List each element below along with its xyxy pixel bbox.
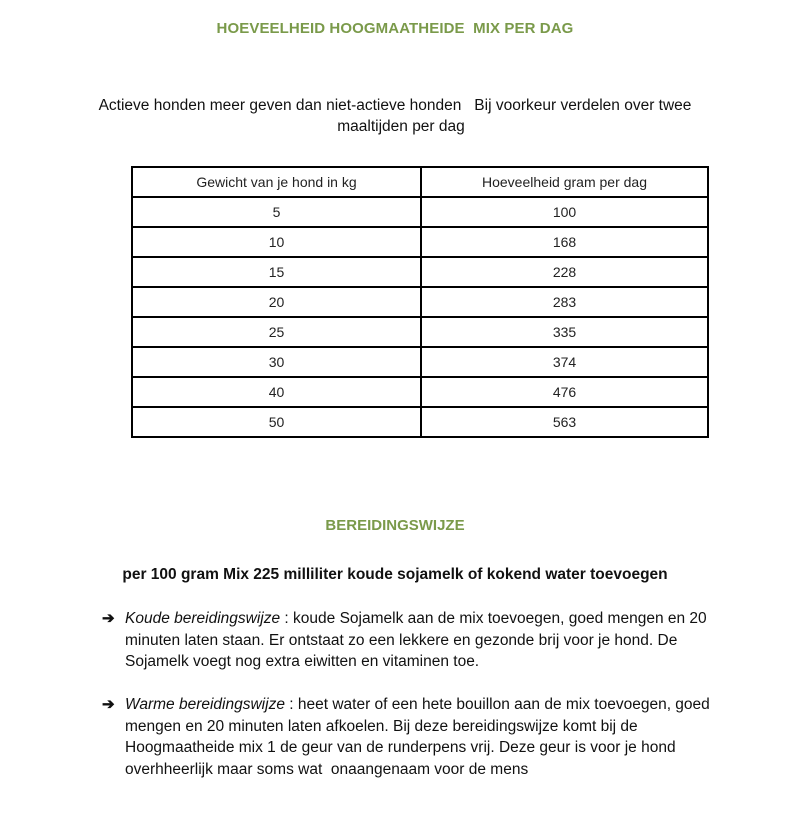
grams-cell: 335 <box>421 317 708 347</box>
section-title-preparation: BEREIDINGSWIJZE <box>325 517 465 534</box>
bullet-warm-preparation <box>102 694 722 780</box>
preparation-ratio: per 100 gram Mix 225 milliliter koude sojamelk of kokend water toevoegen <box>122 566 668 583</box>
arrow-right-icon: ➔ <box>102 696 115 713</box>
weight-cell: 15 <box>132 257 421 287</box>
table-row <box>132 407 708 437</box>
bullet-text <box>125 694 722 780</box>
bullet-body: : heet water of een hete bouillon aan de mix toevoegen, goed mengen en 20 minuten laten afkoelen. Bij deze bereidingswijze komt bij de Hoogmaatheide mix 1 de geur van de runderpens vrij. Deze geur is voor je hond overhheerlijk maar soms wat onaangenaam voor de mens <box>125 696 715 778</box>
page-title: HOEVEELHEID HOOGMAATHEIDE MIX PER DAG <box>216 20 574 37</box>
weight-cell: 40 <box>132 377 421 407</box>
table-header-row <box>132 167 708 197</box>
weight-cell: 50 <box>132 407 421 437</box>
intro-text <box>70 95 720 137</box>
grams-cell: 100 <box>421 197 708 227</box>
grams-cell: 374 <box>421 347 708 377</box>
bullet-label: Warme bereidingswijze <box>125 696 285 713</box>
column-header-weight: Gewicht van je hond in kg <box>132 167 421 197</box>
grams-cell: 476 <box>421 377 708 407</box>
grams-cell: 228 <box>421 257 708 287</box>
table-row <box>132 317 708 347</box>
intro-line-2: maaltijden per dag <box>337 118 465 135</box>
bullet-body: : koude Sojamelk aan de mix toevoegen, goed mengen en 20 minuten laten staan. Er ontstaat zo een lekkere en gezonde brij voor je hond. De Sojamelk voegt nog extra eiwitten en vitaminen toe. <box>125 610 707 670</box>
bullet-cold-preparation <box>102 608 722 673</box>
bullet-text <box>125 608 722 673</box>
column-header-grams: Hoeveelheid gram per dag <box>421 167 708 197</box>
arrow-right-icon: ➔ <box>102 610 115 627</box>
weight-cell: 30 <box>132 347 421 377</box>
table-row <box>132 347 708 377</box>
table-row <box>132 287 708 317</box>
bullet-label: Koude bereidingswijze <box>125 610 281 627</box>
table-row <box>132 377 708 407</box>
weight-cell: 5 <box>132 197 421 227</box>
table-row <box>132 227 708 257</box>
grams-cell: 283 <box>421 287 708 317</box>
weight-cell: 25 <box>132 317 421 347</box>
table-row <box>132 197 708 227</box>
dosage-table <box>131 166 709 438</box>
grams-cell: 168 <box>421 227 708 257</box>
table-row <box>132 257 708 287</box>
weight-cell: 20 <box>132 287 421 317</box>
weight-cell: 10 <box>132 227 421 257</box>
grams-cell: 563 <box>421 407 708 437</box>
intro-line-1: Actieve honden meer geven dan niet-actieve honden Bij voorkeur verdelen over twee <box>98 97 692 114</box>
